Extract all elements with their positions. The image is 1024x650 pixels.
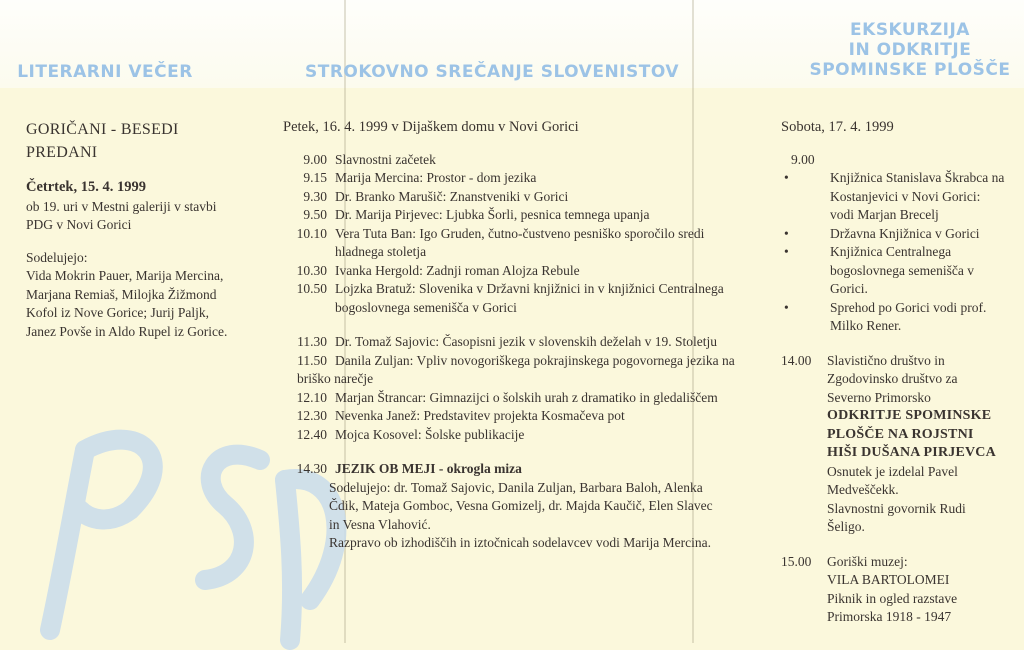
- bullet-icon: •: [784, 299, 789, 315]
- library-visits-list: [781, 169, 1016, 336]
- program-time: 12.40: [296, 426, 327, 442]
- program-time: 11.50: [297, 352, 327, 368]
- program-talk: Danila Zuljan: Vpliv novogoriškega pokrajinskega pogovornega jezika na: [335, 352, 735, 368]
- round-table-details: [283, 479, 758, 553]
- event-line: Osnutek je izdelal Pavel: [827, 463, 958, 479]
- round-table-row: [283, 460, 758, 479]
- program-block-morning: [283, 151, 758, 318]
- event-line: Severno Primorsko: [827, 389, 931, 405]
- program-talk: Marija Mercina: Prostor - dom jezika: [335, 170, 537, 185]
- event-place: [26, 198, 271, 235]
- list-item-line: Knjižnica Centralnega: [830, 244, 952, 259]
- bullet-icon: •: [784, 170, 789, 185]
- round-line: Sodelujejo: dr. Tomaž Sajovic, Danila Zuljan, Barbara Baloh, Alenka: [329, 479, 703, 495]
- round-line: Razpravo ob izhodiščih in iztočnicah sodelavcev vodi Marija Mercina.: [329, 535, 711, 550]
- event-line: Slavnostni govornik Rudi: [827, 500, 966, 516]
- event-line: Piknik in ogled razstave: [827, 590, 958, 606]
- museum-event: [781, 553, 1016, 627]
- event-line: Slavistično društvo in: [827, 352, 945, 368]
- round-line: Čdik, Mateja Gomboc, Vesna Gomizelj, dr. Majda Kaučič, Elen Slavec: [329, 498, 713, 513]
- header-line: SPOMINSKE PLOŠČE: [809, 60, 1011, 80]
- participants-label: Sodelujejo:: [26, 249, 88, 265]
- participants-list: [26, 267, 271, 341]
- program-time: 12.30: [296, 408, 327, 423]
- title-line: PREDANI: [26, 144, 98, 161]
- program-item: [283, 151, 758, 170]
- program-time: 14.30: [296, 461, 327, 476]
- event-line: Zgodovinsko društvo za: [827, 371, 958, 386]
- event-highlight: PLOŠČE NA ROJSTNI: [827, 426, 974, 442]
- program-column: [283, 118, 758, 553]
- program-talk: bogoslovnega semenišča v Gorici: [335, 299, 517, 315]
- program-time: 9.15: [303, 170, 327, 185]
- excursion-date: Sobota, 17. 4. 1999: [781, 119, 894, 135]
- program-talk: Slavnostni začetek: [335, 151, 436, 167]
- program-item: [283, 389, 758, 408]
- event-highlight: ODKRITJE SPOMINSKE: [827, 408, 992, 423]
- list-item: [781, 299, 1016, 336]
- program-time: 15.00: [781, 553, 812, 569]
- participants-line: Marjana Remiaš, Milojka Žižmond: [26, 286, 217, 302]
- event-line: Medveščekk.: [827, 482, 899, 497]
- round-table-title: JEZIK OB MEJI - okrogla miza: [335, 461, 522, 476]
- list-item-line: Kostanjevici v Novi Gorici:: [830, 188, 981, 204]
- program-item: [283, 262, 758, 281]
- event-title: [26, 118, 271, 164]
- program-talk: Nevenka Janež: Predstavitev projekta Kosmačeva pot: [335, 408, 625, 423]
- program-item: [283, 225, 758, 262]
- event-line: Goriški muzej:: [827, 553, 908, 569]
- list-item: [781, 243, 1016, 299]
- program-item: [283, 407, 758, 426]
- program-talk: Vera Tuta Ban: Igo Gruden, čutno-čustveno pesniško sporočilo sredi: [335, 225, 705, 241]
- list-item-line: Gorici.: [830, 281, 868, 296]
- event-line: VILA BARTOLOMEI: [827, 572, 950, 587]
- list-item-line: Milko Rener.: [830, 318, 902, 333]
- program-time: 12.10: [296, 389, 327, 405]
- list-item: [781, 225, 1016, 244]
- round-line: in Vesna Vlahović.: [329, 516, 431, 532]
- program-time: 10.10: [296, 225, 327, 241]
- program-time: 11.30: [297, 334, 327, 349]
- list-item-line: Državna Knjižnica v Gorici: [830, 225, 980, 241]
- program-item: [283, 333, 758, 352]
- bullet-icon: •: [784, 244, 789, 259]
- program-block-late-morning: [283, 333, 758, 444]
- excursion-column: [781, 118, 1016, 627]
- place-line: ob 19. uri v Mestni galeriji v stavbi: [26, 198, 217, 214]
- place-line: PDG v Novi Gorici: [26, 217, 132, 232]
- list-item-line: bogoslovnega semenišča v: [830, 262, 974, 278]
- program-talk: Dr. Marija Pirjevec: Ljubka Šorli, pesnica temnega upanja: [335, 207, 650, 222]
- program-time: 10.30: [296, 262, 327, 278]
- header-professional-meeting: STROKOVNO SREČANJE SLOVENISTOV: [305, 62, 679, 82]
- list-item-line: vodi Marjan Brecelj: [830, 207, 939, 222]
- plaque-unveiling-event: [781, 352, 1016, 537]
- program-time: 10.50: [296, 281, 327, 296]
- event-highlight: HIŠI DUŠANA PIRJEVCA: [827, 445, 996, 460]
- program-date: Petek, 16. 4. 1999 v Dijaškem domu v Novi Gorici: [283, 119, 579, 135]
- program-item: [283, 426, 758, 445]
- header-line: IN ODKRITJE: [848, 40, 972, 60]
- header-literary-evening: LITERARNI VEČER: [17, 62, 193, 82]
- program-item: [283, 206, 758, 225]
- event-line: Šeligo.: [827, 519, 865, 534]
- participants-line: Kofol iz Nove Gorice; Jurij Paljk,: [26, 305, 209, 320]
- program-time: 9.00: [791, 151, 815, 167]
- program-talk: Dr. Branko Marušič: Znanstveniki v Gorici: [335, 188, 569, 204]
- program-item: [283, 352, 758, 371]
- program-item: [283, 169, 758, 188]
- program-time: 9.50: [303, 207, 327, 222]
- list-item-line: Knjižnica Stanislava Škrabca na: [830, 170, 1005, 185]
- program-talk: hladnega stoletja: [335, 244, 427, 259]
- title-line: GORIČANI - BESEDI: [26, 121, 179, 138]
- program-talk: Ivanka Hergold: Zadnji roman Alojza Rebule: [335, 262, 580, 278]
- participants-line: Vida Mokrin Pauer, Marija Mercina,: [26, 268, 224, 283]
- header-excursion: [790, 20, 1024, 80]
- list-item-line: Sprehod po Gorici vodi prof.: [830, 299, 987, 315]
- program-talk: Dr. Tomaž Sajovic: Časopisni jezik v slovenskih deželah v 19. Stoletju: [335, 334, 718, 349]
- header-line: EKSKURZIJA: [850, 20, 970, 40]
- program-item: [283, 280, 758, 317]
- event-line: Primorska 1918 - 1947: [827, 609, 952, 624]
- program-time: 14.00: [781, 352, 812, 368]
- program-talk: Marjan Štrancar: Gimnazijci o šolskih urah z dramatiko in gledališčem: [335, 389, 718, 405]
- list-item: [781, 169, 1016, 225]
- literary-evening-column: [26, 118, 271, 341]
- program-talk: Lojzka Bratuž: Slovenika v Državni knjižnici in v knjižnici Centralnega: [335, 281, 724, 296]
- program-time: 9.00: [303, 151, 327, 167]
- program-talk-continued: briško narečje: [297, 371, 374, 386]
- program-time: 9.30: [303, 188, 327, 204]
- program-talk: Mojca Kosovel: Šolske publikacije: [335, 426, 525, 442]
- event-date: Četrtek, 15. 4. 1999: [26, 179, 147, 195]
- bullet-icon: •: [784, 225, 789, 241]
- participants-line: Janez Povše in Aldo Rupel iz Gorice.: [26, 323, 228, 339]
- program-item: [283, 188, 758, 207]
